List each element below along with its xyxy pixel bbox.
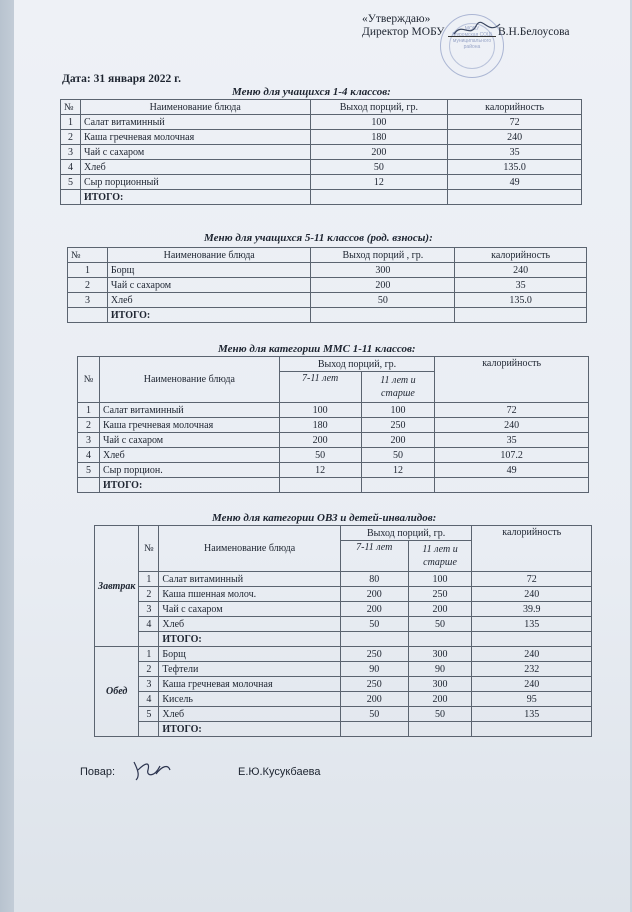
table-row bbox=[95, 677, 592, 692]
cell: 12 bbox=[361, 463, 435, 478]
cell: 135.0 bbox=[448, 160, 582, 175]
table-row bbox=[95, 587, 592, 602]
total-label: ИТОГО: bbox=[99, 478, 279, 493]
cell: Хлеб bbox=[159, 617, 340, 632]
cell bbox=[310, 190, 448, 205]
cell: 4 bbox=[139, 692, 159, 707]
cell: Чай с сахаром bbox=[159, 602, 340, 617]
table-row bbox=[78, 433, 589, 448]
cell: 4 bbox=[139, 617, 159, 632]
cell: 35 bbox=[435, 433, 589, 448]
col-num: № bbox=[61, 100, 81, 115]
cell: 4 bbox=[61, 160, 81, 175]
table2-title: Меню для учащихся 5-11 классов (род. взносы): bbox=[204, 232, 433, 244]
cell bbox=[408, 632, 472, 647]
cell: 180 bbox=[279, 418, 361, 433]
cell: Салат витаминный bbox=[80, 115, 310, 130]
table-row bbox=[95, 617, 592, 632]
table-row bbox=[61, 145, 582, 160]
cell: 135.0 bbox=[455, 293, 587, 308]
col-portion: Выход порций, гр. bbox=[340, 526, 472, 541]
cell: Салат витаминный bbox=[99, 403, 279, 418]
table-row bbox=[78, 418, 589, 433]
cell: Хлеб bbox=[159, 707, 340, 722]
cell: 5 bbox=[61, 175, 81, 190]
cell: 240 bbox=[472, 677, 592, 692]
cell: 3 bbox=[61, 145, 81, 160]
cell: 2 bbox=[139, 662, 159, 677]
cell: 72 bbox=[448, 115, 582, 130]
cell: 1 bbox=[61, 115, 81, 130]
cell: 200 bbox=[340, 602, 408, 617]
cell: 1 bbox=[139, 647, 159, 662]
cell: Хлеб bbox=[80, 160, 310, 175]
cell: 135 bbox=[472, 707, 592, 722]
table-header bbox=[95, 526, 592, 541]
stamp-line: муниципального bbox=[452, 38, 492, 44]
cell bbox=[435, 478, 589, 493]
cell bbox=[139, 632, 159, 647]
col-calories: калорийность bbox=[472, 526, 592, 572]
cell: 200 bbox=[408, 692, 472, 707]
col-age-11-plus: 11 лет и старше bbox=[408, 541, 472, 572]
col-num: № bbox=[139, 526, 159, 572]
table-row bbox=[78, 463, 589, 478]
cell: 100 bbox=[310, 115, 448, 130]
table-row bbox=[68, 278, 587, 293]
col-dish: Наименование блюда bbox=[159, 526, 340, 572]
cell: 200 bbox=[311, 278, 455, 293]
cell: 5 bbox=[139, 707, 159, 722]
cell: Каша пшенная молоч. bbox=[159, 587, 340, 602]
cell: 50 bbox=[361, 448, 435, 463]
cell: 50 bbox=[279, 448, 361, 463]
cell bbox=[61, 190, 81, 205]
col-calories: калорийность bbox=[455, 248, 587, 263]
cell: 240 bbox=[455, 263, 587, 278]
table-header bbox=[68, 248, 587, 263]
table-row bbox=[95, 602, 592, 617]
col-age-7-11: 7-11 лет bbox=[340, 541, 408, 572]
cell: 1 bbox=[78, 403, 100, 418]
cell: 50 bbox=[408, 707, 472, 722]
cell: 200 bbox=[408, 602, 472, 617]
cell: 200 bbox=[340, 692, 408, 707]
meal-lunch-label: Обед bbox=[95, 647, 139, 737]
total-row bbox=[68, 308, 587, 323]
cell: 12 bbox=[310, 175, 448, 190]
cell: 300 bbox=[408, 677, 472, 692]
cell: 200 bbox=[340, 587, 408, 602]
cell: 250 bbox=[340, 677, 408, 692]
col-calories: калорийность bbox=[435, 357, 589, 403]
signature-line bbox=[448, 36, 496, 37]
col-num: № bbox=[68, 248, 108, 263]
cell bbox=[279, 478, 361, 493]
cell: Хлеб bbox=[99, 448, 279, 463]
cell: 50 bbox=[311, 293, 455, 308]
cell: 35 bbox=[455, 278, 587, 293]
table-row bbox=[61, 160, 582, 175]
table-row bbox=[78, 403, 589, 418]
table-row bbox=[95, 662, 592, 677]
cell: 240 bbox=[472, 647, 592, 662]
cell: 50 bbox=[340, 617, 408, 632]
cell bbox=[361, 478, 435, 493]
cell: Хлеб bbox=[107, 293, 311, 308]
cell bbox=[68, 308, 108, 323]
cell: 3 bbox=[139, 677, 159, 692]
cell: 200 bbox=[361, 433, 435, 448]
total-label: ИТОГО: bbox=[159, 722, 340, 737]
cell bbox=[448, 190, 582, 205]
cell: 72 bbox=[435, 403, 589, 418]
cell: 1 bbox=[139, 572, 159, 587]
total-row bbox=[78, 478, 589, 493]
cell: 240 bbox=[448, 130, 582, 145]
cell: 1 bbox=[68, 263, 108, 278]
cell: 100 bbox=[408, 572, 472, 587]
cell: 2 bbox=[61, 130, 81, 145]
cell: 90 bbox=[340, 662, 408, 677]
cell: 200 bbox=[310, 145, 448, 160]
cell bbox=[472, 632, 592, 647]
table-row bbox=[68, 263, 587, 278]
cell: 300 bbox=[311, 263, 455, 278]
cell: Сыр порцион. bbox=[99, 463, 279, 478]
total-row bbox=[95, 722, 592, 737]
menu-table-1 bbox=[60, 99, 582, 205]
cell: 250 bbox=[361, 418, 435, 433]
cell: Борщ bbox=[107, 263, 311, 278]
meal-breakfast-label: Завтрак bbox=[95, 526, 139, 647]
table-row bbox=[95, 572, 592, 587]
cell: 12 bbox=[279, 463, 361, 478]
col-dish: Наименование блюда bbox=[107, 248, 311, 263]
col-dish: Наименование блюда bbox=[80, 100, 310, 115]
cell: 4 bbox=[78, 448, 100, 463]
col-portion: Выход порций , гр. bbox=[311, 248, 455, 263]
table-row bbox=[61, 175, 582, 190]
col-dish: Наименование блюда bbox=[99, 357, 279, 403]
cell: Тефтели bbox=[159, 662, 340, 677]
cell bbox=[78, 478, 100, 493]
cell: 50 bbox=[310, 160, 448, 175]
cell: 3 bbox=[68, 293, 108, 308]
stamp-line: района bbox=[463, 44, 481, 50]
cell: 49 bbox=[448, 175, 582, 190]
cell: 250 bbox=[408, 587, 472, 602]
director-name: В.Н.Белоусова bbox=[498, 26, 570, 38]
cell: 80 bbox=[340, 572, 408, 587]
cell: Борщ bbox=[159, 647, 340, 662]
cell bbox=[139, 722, 159, 737]
cook-signature bbox=[130, 756, 174, 782]
cook-name: Е.Ю.Кусукбаева bbox=[238, 766, 321, 778]
cell: 35 bbox=[448, 145, 582, 160]
cell: 5 bbox=[78, 463, 100, 478]
cell: 200 bbox=[279, 433, 361, 448]
table-row bbox=[78, 448, 589, 463]
cell: 50 bbox=[408, 617, 472, 632]
stamp-line: Муромская СОШ bbox=[452, 32, 492, 38]
cell: 3 bbox=[139, 602, 159, 617]
cell bbox=[455, 308, 587, 323]
cell: 72 bbox=[472, 572, 592, 587]
table4-title: Меню для категории ОВЗ и детей-инвалидов: bbox=[212, 512, 437, 524]
cell: 49 bbox=[435, 463, 589, 478]
table-row bbox=[95, 647, 592, 662]
col-calories: калорийность bbox=[448, 100, 582, 115]
cell: Салат витаминный bbox=[159, 572, 340, 587]
cell bbox=[311, 308, 455, 323]
table-header bbox=[78, 357, 589, 372]
cell: 50 bbox=[340, 707, 408, 722]
director-label: Директор МОБУ bbox=[362, 26, 445, 38]
stamp-line: МОБУ bbox=[464, 26, 480, 32]
col-age-11-plus: 11 лет и старше bbox=[361, 372, 435, 403]
table-row bbox=[95, 692, 592, 707]
cell: 39.9 bbox=[472, 602, 592, 617]
table-row bbox=[61, 115, 582, 130]
cell: 2 bbox=[68, 278, 108, 293]
cell: 180 bbox=[310, 130, 448, 145]
cell: 135 bbox=[472, 617, 592, 632]
approve-label: «Утверждаю» bbox=[362, 13, 431, 25]
cell: Чай с сахаром bbox=[107, 278, 311, 293]
cell: 2 bbox=[139, 587, 159, 602]
table-row bbox=[61, 130, 582, 145]
cell: 232 bbox=[472, 662, 592, 677]
cell: Сыр порционный bbox=[80, 175, 310, 190]
cell: 240 bbox=[435, 418, 589, 433]
cook-label: Повар: bbox=[80, 766, 116, 778]
cell: Кисель bbox=[159, 692, 340, 707]
cell: 100 bbox=[279, 403, 361, 418]
total-label: ИТОГО: bbox=[159, 632, 340, 647]
table-header bbox=[61, 100, 582, 115]
table3-title: Меню для категории ММС 1-11 классов: bbox=[218, 343, 416, 355]
cell: Каша гречневая молочная bbox=[80, 130, 310, 145]
total-row bbox=[61, 190, 582, 205]
cell bbox=[340, 632, 408, 647]
cell: 3 bbox=[78, 433, 100, 448]
total-label: ИТОГО: bbox=[80, 190, 310, 205]
total-label: ИТОГО: bbox=[107, 308, 311, 323]
menu-table-3 bbox=[77, 356, 589, 493]
cell bbox=[472, 722, 592, 737]
table-row bbox=[68, 293, 587, 308]
menu-table-4 bbox=[94, 525, 592, 737]
cell: 240 bbox=[472, 587, 592, 602]
cell bbox=[408, 722, 472, 737]
cell: Чай с сахаром bbox=[80, 145, 310, 160]
cell: 300 bbox=[408, 647, 472, 662]
cell: Каша гречневая молочная bbox=[99, 418, 279, 433]
table-row bbox=[95, 707, 592, 722]
cell: 250 bbox=[340, 647, 408, 662]
col-portion: Выход порций, гр. bbox=[279, 357, 435, 372]
col-age-7-11: 7-11 лет bbox=[279, 372, 361, 403]
cell: 90 bbox=[408, 662, 472, 677]
cell: 107.2 bbox=[435, 448, 589, 463]
cell: Каша гречневая молочная bbox=[159, 677, 340, 692]
menu-date: Дата: 31 января 2022 г. bbox=[62, 73, 181, 85]
total-row bbox=[95, 632, 592, 647]
cell: 100 bbox=[361, 403, 435, 418]
cell bbox=[340, 722, 408, 737]
col-num: № bbox=[78, 357, 100, 403]
table1-title: Меню для учащихся 1-4 классов: bbox=[232, 86, 391, 98]
cell: 2 bbox=[78, 418, 100, 433]
col-portion: Выход порций, гр. bbox=[310, 100, 448, 115]
cell: Чай с сахаром bbox=[99, 433, 279, 448]
cell: 95 bbox=[472, 692, 592, 707]
menu-table-2 bbox=[67, 247, 587, 323]
